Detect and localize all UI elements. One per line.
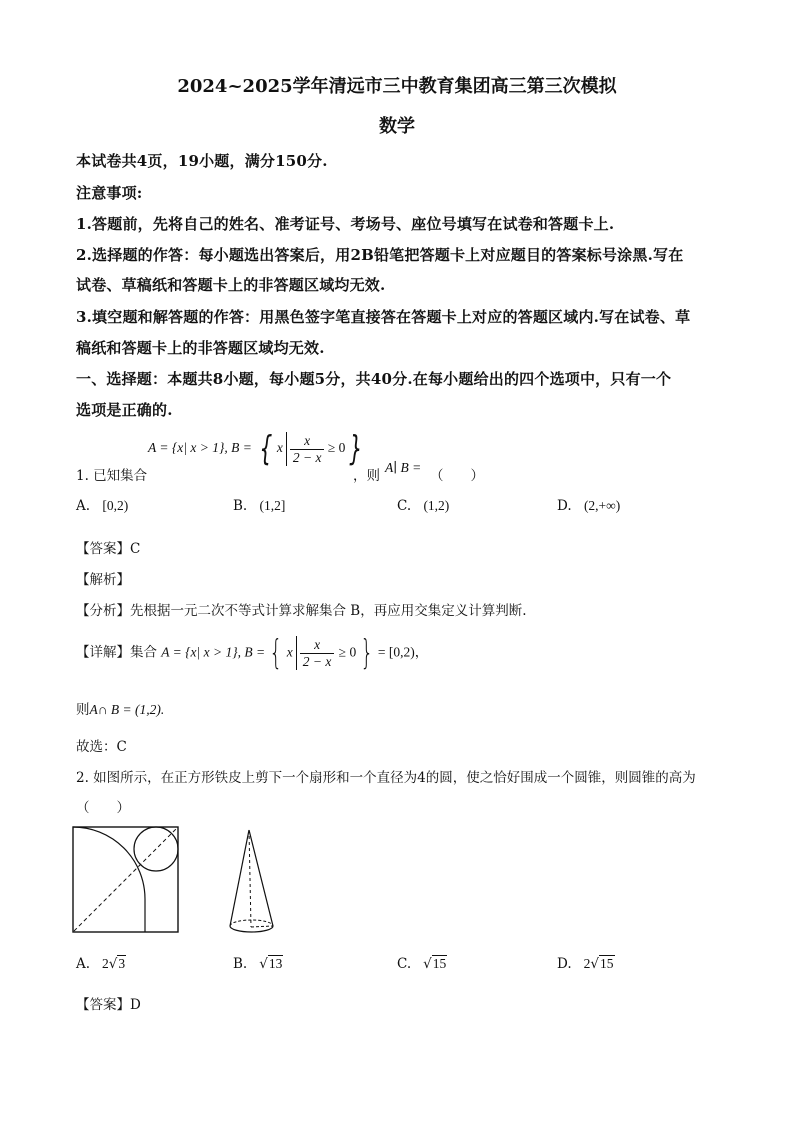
option-coef: 2	[583, 956, 591, 971]
detail-ge: ≥ 0	[338, 644, 357, 660]
answer-tag: 【答案】	[76, 541, 130, 557]
option-value: (1,2]	[259, 498, 286, 513]
q1-prefix: 1. 已知集合	[76, 468, 148, 484]
note-line: 稿纸和答题卡上的非答题区域均无效.	[76, 339, 325, 357]
cone-height	[249, 830, 251, 927]
q1-option-d[interactable]	[557, 498, 620, 514]
q1-suffix: ，则	[353, 468, 380, 484]
q2-option-b[interactable]	[233, 956, 283, 972]
detail-fraction	[300, 637, 335, 670]
q1-set-a: A = {x| x > 1}, B =	[148, 440, 252, 456]
note-line: 3.填空题和解答题的作答：用黑色签字笔直接答在答题卡上对应的答题区域内.写在试卷、草	[76, 308, 691, 326]
cone-side-right	[249, 830, 273, 926]
note-line: 2.选择题的作答：每小题选出答案后，用2B铅笔把答题卡上对应题目的答案标号涂黑.写在	[76, 246, 684, 264]
answer-value: D	[130, 997, 141, 1013]
cone-side-left	[230, 830, 249, 926]
option-letter: A.	[76, 956, 91, 972]
q2-option-c[interactable]	[397, 956, 447, 972]
detail-result: = [0,2)	[377, 644, 415, 660]
then-text: 则	[76, 702, 90, 718]
q1-option-b[interactable]	[233, 498, 285, 514]
q2-stem: 2. 如图所示，在正方形铁皮上剪下一个扇形和一个直径为4的圆，使之恰好围成一个圆锥，则圆锥的高为	[76, 770, 696, 786]
q1-set-expression	[148, 429, 367, 469]
note-line: 1.答题前，先将自己的姓名、准考证号、考场号、座位号填写在试卷和答题卡上.	[76, 215, 615, 233]
option-value: (2,+∞)	[583, 498, 621, 513]
left-brace: {	[259, 429, 273, 469]
q2-cone-figure	[225, 826, 285, 938]
fraction-denominator: 2 − x	[302, 653, 332, 669]
option-letter: C.	[397, 956, 412, 972]
note-line: 试卷、草稿纸和答题卡上的非答题区域均无效.	[76, 276, 386, 294]
fraction-denominator: 2 − x	[292, 449, 322, 465]
q1-analysis-tag: 【解析】	[76, 572, 130, 588]
section-heading: 选项是正确的.	[76, 401, 173, 419]
fenxi-text: 先根据一元二次不等式计算求解集合 B，再应用交集定义计算判断.	[130, 603, 527, 619]
detail-prefix: 集合	[130, 644, 157, 661]
intersect-expr: A∩ B = (1,2).	[89, 702, 165, 717]
q1-answer	[76, 537, 140, 557]
subject-title: 数学	[379, 116, 415, 137]
cone-radius	[251, 926, 273, 927]
option-letter: C.	[397, 498, 412, 514]
q1-intersect-line	[76, 698, 164, 718]
q1-option-a[interactable]	[76, 498, 128, 514]
q1-ge: ≥ 0	[327, 440, 346, 456]
detail-set-x: x	[286, 644, 293, 660]
cone-base-back	[230, 920, 273, 926]
option-letter: B.	[233, 498, 248, 514]
fraction-numerator: x	[290, 433, 325, 450]
detail-tag: 【详解】	[76, 644, 130, 661]
q2-option-d[interactable]	[557, 956, 615, 972]
notes-heading: 注意事项:	[76, 184, 143, 202]
page-title: 2024~2025学年清远市三中教育集团高三第三次模拟	[177, 76, 617, 97]
fenxi-tag: 【分析】	[76, 603, 130, 619]
detail-comma: ，	[414, 644, 429, 661]
q1-fenxi	[76, 599, 527, 619]
q2-answer	[76, 993, 141, 1013]
fraction-numerator: x	[300, 637, 335, 654]
q1-set-x: x	[276, 440, 283, 456]
option-letter: A.	[76, 498, 91, 514]
set-bar	[296, 636, 297, 670]
q1-option-c[interactable]	[397, 498, 449, 514]
radicand: 3	[118, 956, 126, 971]
q1-fraction	[290, 433, 325, 466]
q1-choose: 故选：C	[76, 739, 127, 755]
sqrt-sign: √15	[423, 956, 447, 972]
q2-option-a[interactable]	[76, 956, 126, 972]
radicand: 13	[268, 956, 283, 971]
sqrt-sign: √13	[259, 956, 283, 972]
sqrt-sign: √15	[590, 956, 614, 972]
right-brace: }	[360, 633, 374, 673]
q1-expr: A∣ B =	[385, 460, 422, 475]
right-brace: }	[349, 429, 363, 469]
radicand: 15	[432, 956, 447, 971]
radicand: 15	[600, 956, 614, 971]
set-bar	[286, 432, 287, 466]
intro-line: 本试卷共4页，19小题，满分150分.	[76, 152, 328, 170]
answer-value: C	[130, 541, 141, 557]
option-value: [0,2)	[102, 498, 129, 513]
option-letter: D.	[557, 956, 572, 972]
diagonal-line	[74, 828, 177, 931]
left-brace: {	[269, 633, 283, 673]
answer-tag: 【答案】	[76, 997, 130, 1013]
q1-detail	[76, 633, 429, 673]
option-letter: B.	[233, 956, 248, 972]
q2-square-figure	[72, 826, 182, 936]
sqrt-sign: √3	[108, 956, 126, 972]
option-letter: D.	[557, 498, 572, 514]
option-coef: 2	[102, 956, 109, 971]
q1-paren: （ ）	[430, 468, 484, 484]
detail-set-a: A = {x| x > 1}, B =	[161, 644, 266, 660]
q2-paren: （ ）	[76, 800, 130, 816]
option-value: (1,2)	[423, 498, 450, 513]
section-heading: 一、选择题：本题共8小题，每小题5分，共40分.在每小题给出的四个选项中，只有一个	[76, 370, 672, 388]
sector-arc	[73, 827, 145, 932]
